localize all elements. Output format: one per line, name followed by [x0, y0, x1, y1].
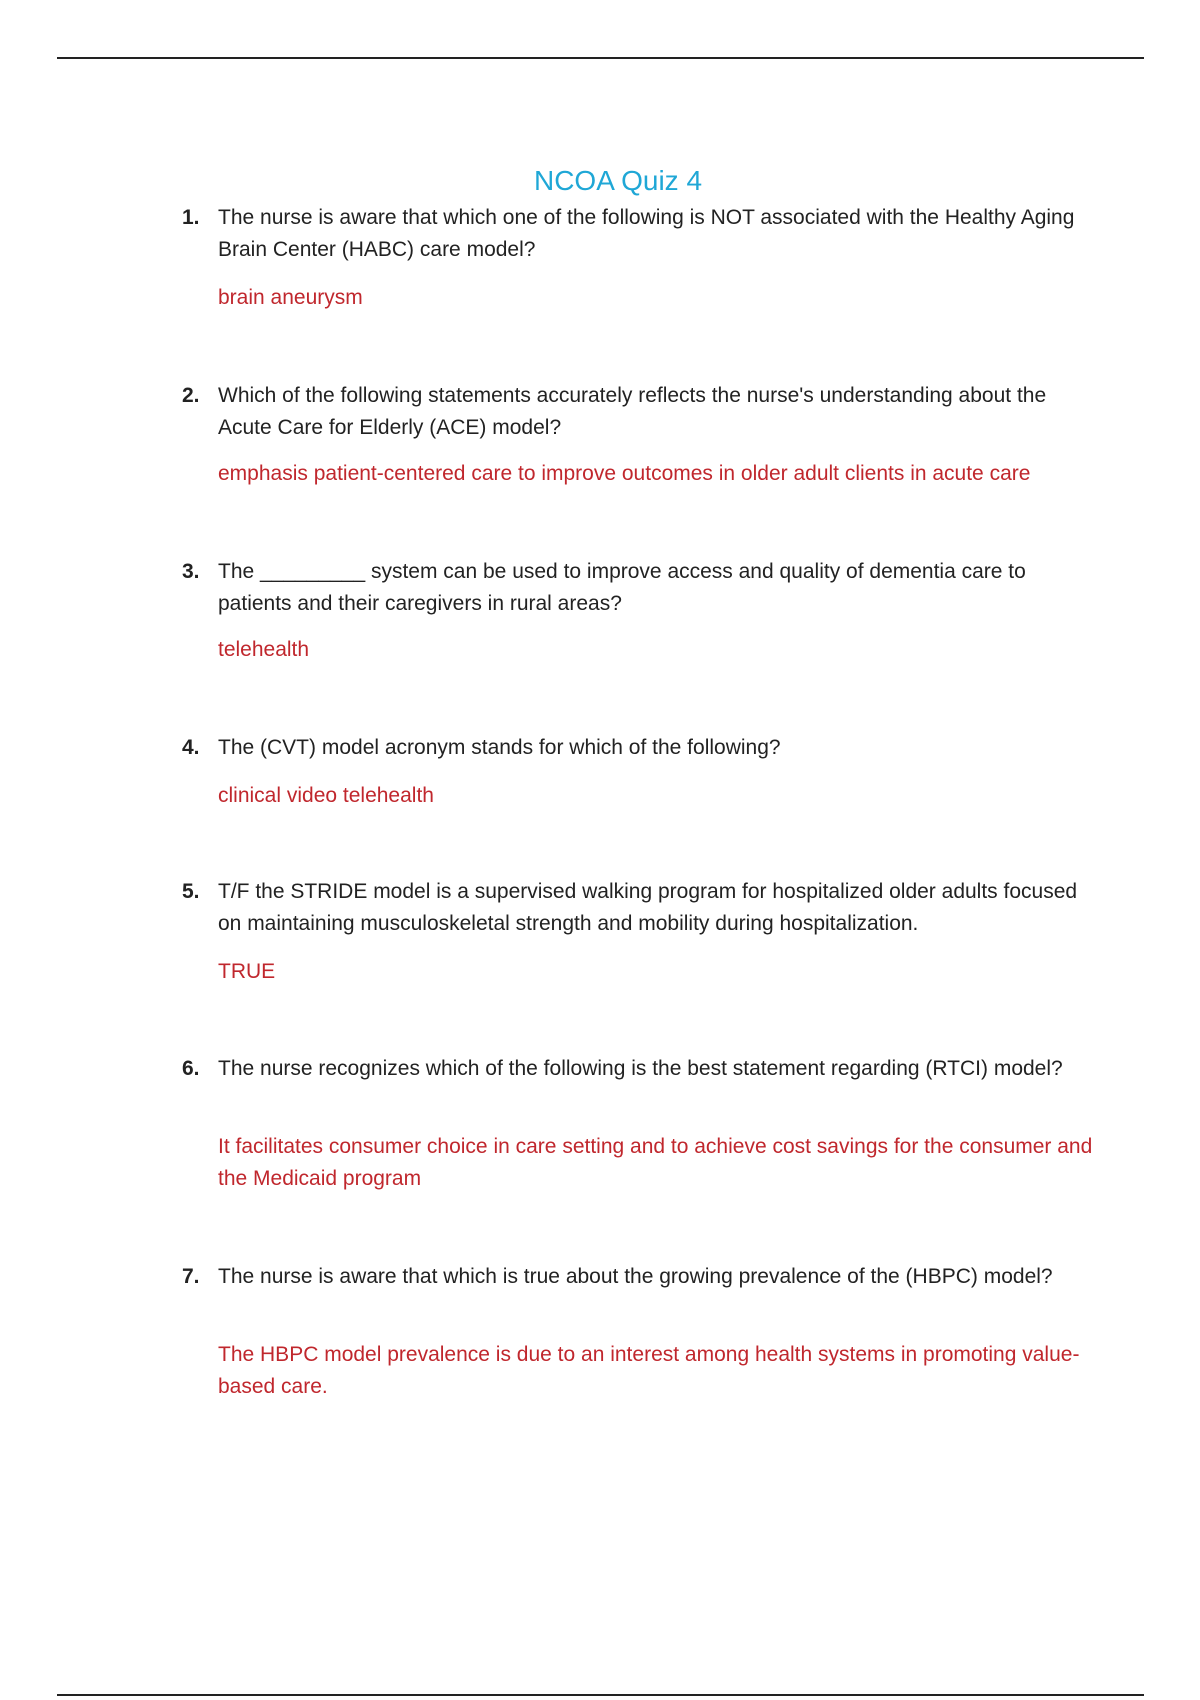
answer-text: clinical video telehealth	[218, 784, 434, 807]
answer-text: telehealth	[218, 638, 310, 661]
question-number: 1.	[182, 206, 200, 229]
bottom-rule	[57, 1694, 1144, 1696]
answer-text: emphasis patient-centered care to improve outcomes in older adult clients in acute care	[218, 462, 1031, 485]
question-number: 3.	[182, 560, 200, 583]
answer-text: brain aneurysm	[218, 286, 363, 309]
answer-text: TRUE	[218, 960, 276, 983]
answer-text: It facilitates consumer choice in care setting and to achieve cost savings for the consumer and the Medicaid program	[218, 1135, 1093, 1190]
question-text: Which of the following statements accurately reflects the nurse's understanding about the Acute Care for Elderly (ACE) model?	[218, 384, 1047, 439]
question-text: The nurse is aware that which is true about the growing prevalence of the (HBPC) model?	[218, 1265, 1053, 1288]
answer-text: The HBPC model prevalence is due to an interest among health systems in promoting value-based care.	[218, 1343, 1080, 1398]
question-text: T/F the STRIDE model is a supervised walking program for hospitalized older adults focused on maintaining musculoskeletal strength and mobility during hospitalization.	[218, 880, 1078, 935]
top-rule	[57, 57, 1144, 59]
question-text: The _________ system can be used to improve access and quality of dementia care to patients and their caregivers in rural areas?	[218, 560, 1026, 615]
question-number: 5.	[182, 880, 200, 903]
question-number: 4.	[182, 736, 200, 759]
question-text: The nurse recognizes which of the following is the best statement regarding (RTCI) model?	[218, 1057, 1063, 1080]
page-title: NCOA Quiz 4	[533, 164, 703, 196]
question-number: 6.	[182, 1057, 200, 1080]
question-number: 2.	[182, 384, 200, 407]
question-text: The nurse is aware that which one of the following is NOT associated with the Healthy Aging Brain Center (HABC) care model?	[218, 206, 1075, 261]
question-text: The (CVT) model acronym stands for which of the following?	[218, 736, 781, 759]
question-number: 7.	[182, 1265, 200, 1288]
